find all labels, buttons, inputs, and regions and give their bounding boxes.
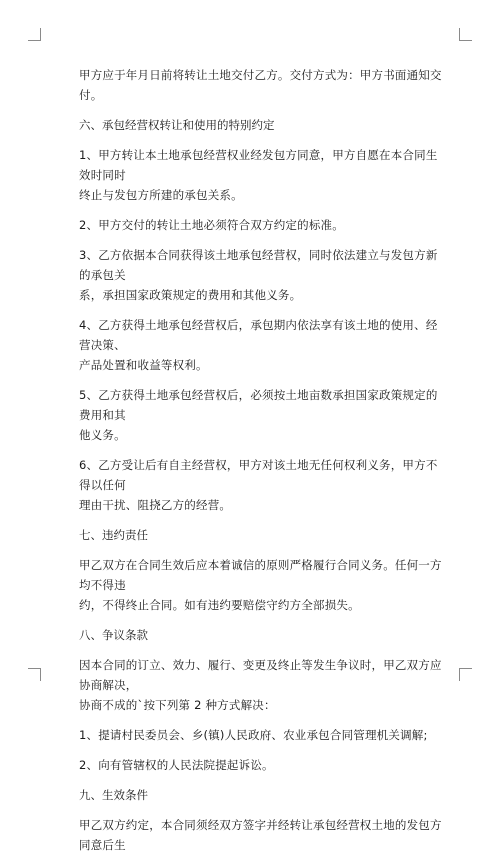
paragraph-dispute: 因本合同的订立、效力、履行、变更及终止等发生争议时，甲乙双方应协商解决， 协商不成的`按下列第 2 种方式解决： — [79, 658, 442, 712]
section-heading-8: 八、争议条款 — [79, 628, 148, 642]
section-heading-9: 九、生效条件 — [79, 788, 148, 802]
paragraph-dispute-option-1: 1、提请村民委员会、乡(镇)人民政府、农业承包合同管理机关调解; — [79, 728, 428, 742]
paragraph-clause-6-2: 2、甲方交付的转让土地必须符合双方约定的标准。 — [79, 218, 344, 232]
crop-mark-bottom-left — [28, 668, 41, 681]
paragraph-clause-6-3: 3、乙方依据本合同获得该土地承包经营权，同时依法建立与发包方新的承包关 系，承担国家政策规定的费用和其他义务。 — [79, 248, 438, 302]
section-heading-7: 七、违约责任 — [79, 528, 148, 542]
crop-mark-bottom-right — [459, 668, 472, 681]
paragraph-effective: 甲乙双方约定，本合同须经双方签字并经转让承包经营权土地的发包方同意后生 — [79, 818, 442, 852]
paragraph-delivery: 甲方应于年月日前将转让土地交付乙方。交付方式为：甲方书面通知交付。 — [79, 68, 442, 102]
paragraph-breach: 甲乙双方在合同生效后应本着诚信的原则严格履行合同义务。任何一方均不得违 约，不得终止合同。如有违约要赔偿守约方全部损失。 — [79, 558, 442, 612]
paragraph-clause-6-6: 6、乙方受让后有自主经营权，甲方对该土地无任何权利义务，甲方不得以任何 理由干扰、阻挠乙方的经营。 — [79, 458, 438, 512]
section-heading-6: 六、承包经营权转让和使用的特别约定 — [79, 118, 275, 132]
paragraph-clause-6-5: 5、乙方获得土地承包经营权后，必须按土地亩数承担国家政策规定的费用和其 他义务。 — [79, 388, 438, 442]
paragraph-clause-6-1: 1、甲方转让本土地承包经营权业经发包方同意，甲方自愿在本合同生效时同时 终止与发包方所建的承包关系。 — [79, 148, 438, 202]
document-body — [79, 65, 443, 865]
crop-mark-top-right — [459, 28, 472, 41]
paragraph-dispute-option-2: 2、向有管辖权的人民法院提起诉讼。 — [79, 758, 274, 772]
paragraph-clause-6-4: 4、乙方获得土地承包经营权后，承包期内依法享有该土地的使用、经营决策、 产品处置和收益等权利。 — [79, 318, 438, 372]
crop-mark-top-left — [28, 28, 41, 41]
